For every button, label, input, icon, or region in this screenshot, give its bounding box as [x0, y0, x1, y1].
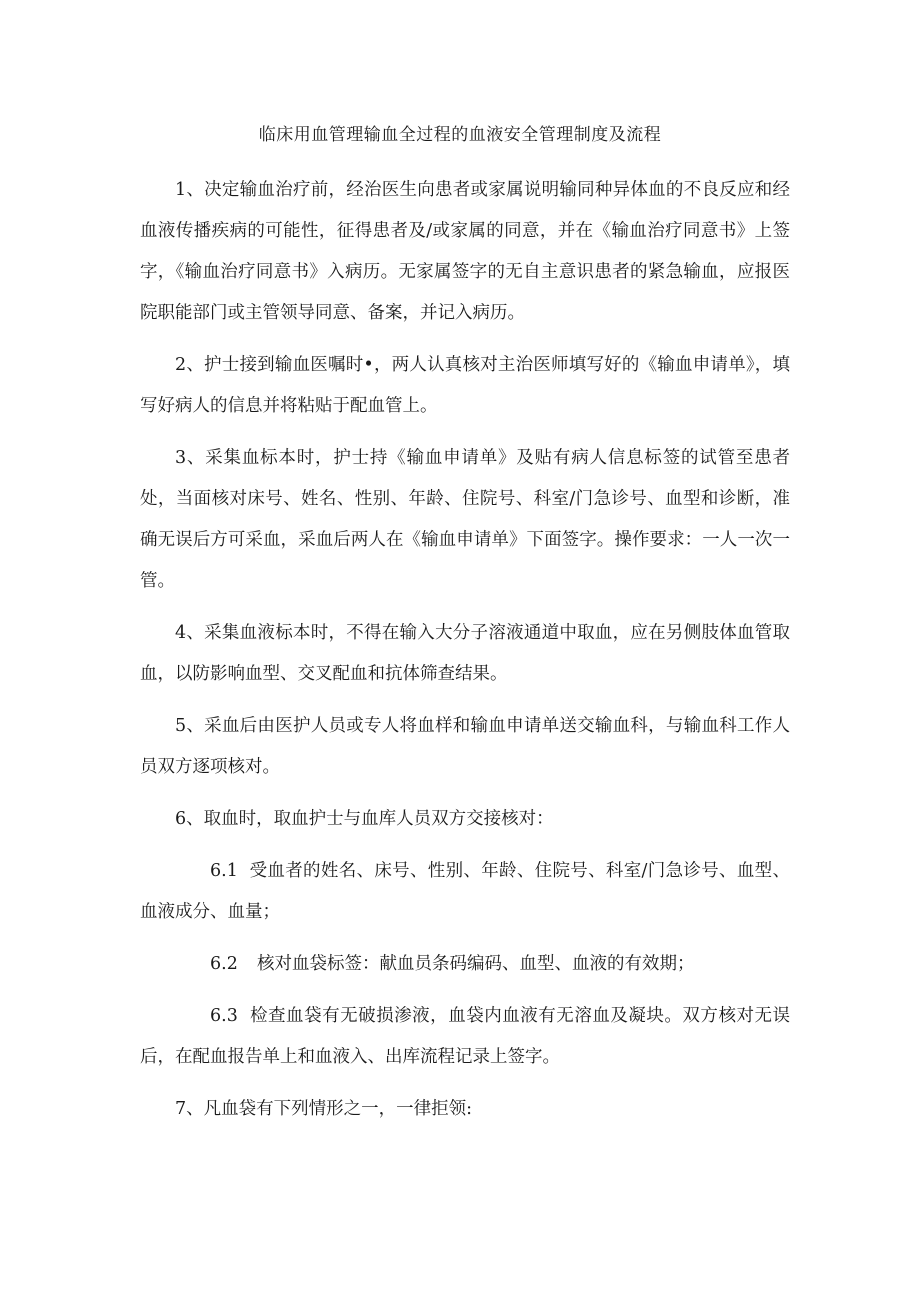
- paragraph-6-2: [140, 944, 790, 985]
- paragraph-6-3: [140, 996, 790, 1078]
- clause-text: 核对血袋标签：献血员条码编码、血型、血液的有效期；: [257, 954, 695, 974]
- document-body: [140, 170, 790, 1141]
- clause-text: 检查血袋有无破损渗液，血袋内血液有无溶血及凝块。双方核对无误后，在配血报告单上和血液入、出库流程记录上签字。: [140, 1006, 790, 1067]
- paragraph-2: 2、护士接到输血医嘱时•，两人认真核对主治医师填写好的《输血申请单》，填写好病人的信息并将粘贴于配血管上。: [140, 355, 790, 416]
- paragraph-3: 3、采集血标本时，护士持《输血申请单》及贴有病人信息标签的试管至患者处，当面核对床号、姓名、性别、年龄、住院号、科室/门急诊号、血型和诊断，准确无误后方可采血，采血后两人在《输血申请单》下面签字。操作要求：一人一次一管。: [140, 448, 790, 591]
- paragraph-6-1: [140, 851, 790, 933]
- paragraph-6: 6、取血时，取血护士与血库人员双方交接核对：: [175, 809, 554, 829]
- document-title: 临床用血管理输血全过程的血液安全管理制度及流程: [258, 125, 662, 145]
- paragraph-5: 5、采血后由医护人员或专人将血样和输血申请单送交输血科，与输血科工作人员双方逐项核对。: [140, 716, 790, 777]
- clause-number: 6.2: [210, 954, 238, 974]
- paragraph-7: 7、凡血袋有下列情形之一，一律拒领:: [175, 1099, 473, 1119]
- clause-number: 6.1: [210, 861, 238, 881]
- paragraph-4: 4、采集血液标本时，不得在输入大分子溶液通道中取血，应在另侧肢体血管取血，以防影响血型、交叉配血和抗体筛查结果。: [140, 623, 790, 684]
- clause-text: 受血者的姓名、床号、性别、年龄、住院号、科室/门急诊号、血型、血液成分、血量；: [140, 861, 790, 922]
- clause-number: 6.3: [210, 1006, 238, 1026]
- paragraph-1: 1、决定输血治疗前，经治医生向患者或家属说明输同种异体血的不良反应和经血液传播疾病的可能性，征得患者及/或家属的同意，并在《输血治疗同意书》上签字，《输血治疗同意书》入病历。无家属签字的无自主意识患者的紧急输血，应报医院职能部门或主管领导同意、备案，并记入病历。: [140, 180, 790, 323]
